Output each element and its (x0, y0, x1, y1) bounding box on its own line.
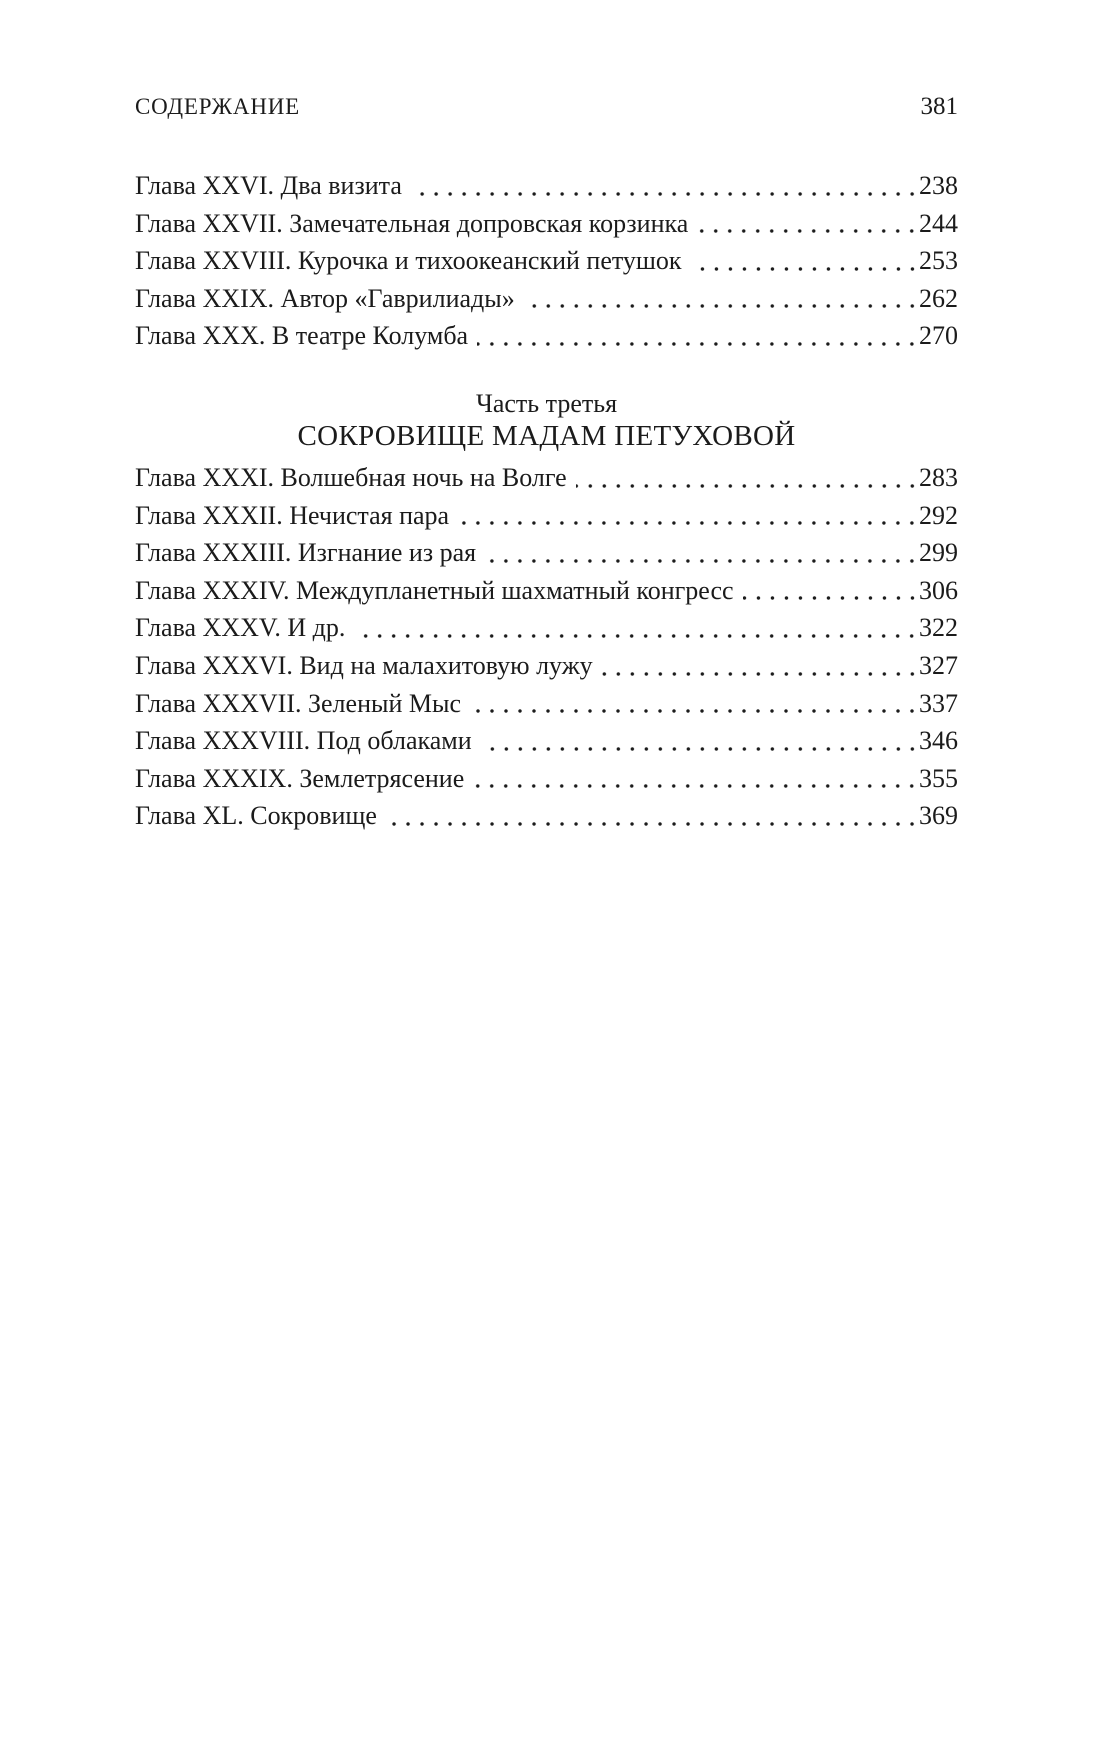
toc-entry (135, 317, 958, 355)
dot-leader (354, 634, 919, 638)
chapter-title: Глава XXXII. Нечистая пара (135, 500, 450, 530)
toc-entry (135, 647, 958, 685)
chapter-page-number: 270 (919, 321, 958, 351)
chapter-title: Глава XXXVIII. Под облаками (135, 726, 472, 756)
folio-page-number: 381 (920, 93, 958, 120)
chapter-page-number: 337 (919, 688, 958, 718)
chapter-page-number: 292 (919, 500, 958, 530)
dot-leader (386, 822, 919, 826)
toc-part-three-entries (135, 459, 958, 835)
toc-entry (135, 722, 958, 760)
toc-entry (135, 280, 958, 318)
chapter-title: Глава XXVI. Два визита (135, 171, 402, 200)
chapter-title: Глава XXIX. Автор «Гаврилиады» (135, 283, 515, 313)
chapter-page-number: 262 (919, 283, 958, 313)
running-head (135, 94, 958, 120)
chapter-title: Глава XXVIII. Курочка и тихоокеанский петушок (135, 246, 682, 276)
chapter-page-number: 306 (919, 575, 958, 605)
toc-entry (135, 572, 958, 610)
dot-leader (697, 229, 919, 233)
toc-entry (135, 459, 958, 497)
chapter-title: Глава XXVII. Замечательная допровская корзинка (135, 208, 689, 238)
chapter-title: Глава XXX. В театре Колумба (135, 321, 469, 351)
dot-leader (576, 484, 919, 488)
part-heading (135, 388, 958, 454)
chapter-page-number: 238 (919, 171, 958, 200)
toc-entry (135, 167, 958, 205)
toc-entry (135, 685, 958, 723)
book-page (135, 0, 958, 1746)
chapter-title: Глава XXXI. Волшебная ночь на Волге (135, 463, 567, 492)
chapter-title: Глава XXXVI. Вид на малахитовую лужу (135, 650, 593, 680)
toc-entry (135, 797, 958, 835)
dot-leader (481, 747, 919, 751)
dot-leader (691, 267, 919, 271)
dot-leader (411, 192, 919, 196)
dot-leader (477, 342, 919, 346)
chapter-page-number: 253 (919, 246, 958, 276)
chapter-title: Глава XL. Сокровище (135, 801, 377, 831)
toc-entry (135, 760, 958, 798)
running-title: СОДЕРЖАНИЕ (135, 94, 301, 119)
chapter-title: Глава XXXIII. Изгнание из рая (135, 538, 477, 568)
dot-leader (485, 559, 919, 563)
toc-entry (135, 205, 958, 243)
dot-leader (458, 521, 919, 525)
part-title-heading: СОКРОВИЩЕ МАДАМ ПЕТУХОВОЙ (297, 420, 796, 452)
dot-leader (470, 709, 919, 713)
chapter-page-number: 322 (919, 613, 958, 643)
toc-entry (135, 497, 958, 535)
chapter-page-number: 346 (919, 726, 958, 756)
dot-leader (473, 784, 919, 788)
chapter-page-number: 244 (919, 208, 958, 238)
toc-entry (135, 242, 958, 280)
chapter-page-number: 369 (919, 801, 958, 831)
chapter-title: Глава XXXVII. Зеленый Мыс (135, 688, 461, 718)
chapter-title: Глава XXXV. И др. (135, 613, 346, 643)
toc-part-two-entries (135, 167, 958, 355)
toc-entry (135, 609, 958, 647)
toc-entry (135, 534, 958, 572)
dot-leader (743, 596, 919, 600)
dot-leader (524, 304, 919, 308)
chapter-title: Глава XXXIX. Землетрясение (135, 763, 465, 793)
chapter-page-number: 327 (919, 650, 958, 680)
chapter-page-number: 283 (919, 463, 958, 492)
dot-leader (602, 672, 919, 676)
chapter-page-number: 355 (919, 763, 958, 793)
part-number-heading: Часть третья (475, 389, 618, 418)
chapter-page-number: 299 (919, 538, 958, 568)
chapter-title: Глава XXXIV. Междупланетный шахматный конгресс (135, 575, 734, 605)
